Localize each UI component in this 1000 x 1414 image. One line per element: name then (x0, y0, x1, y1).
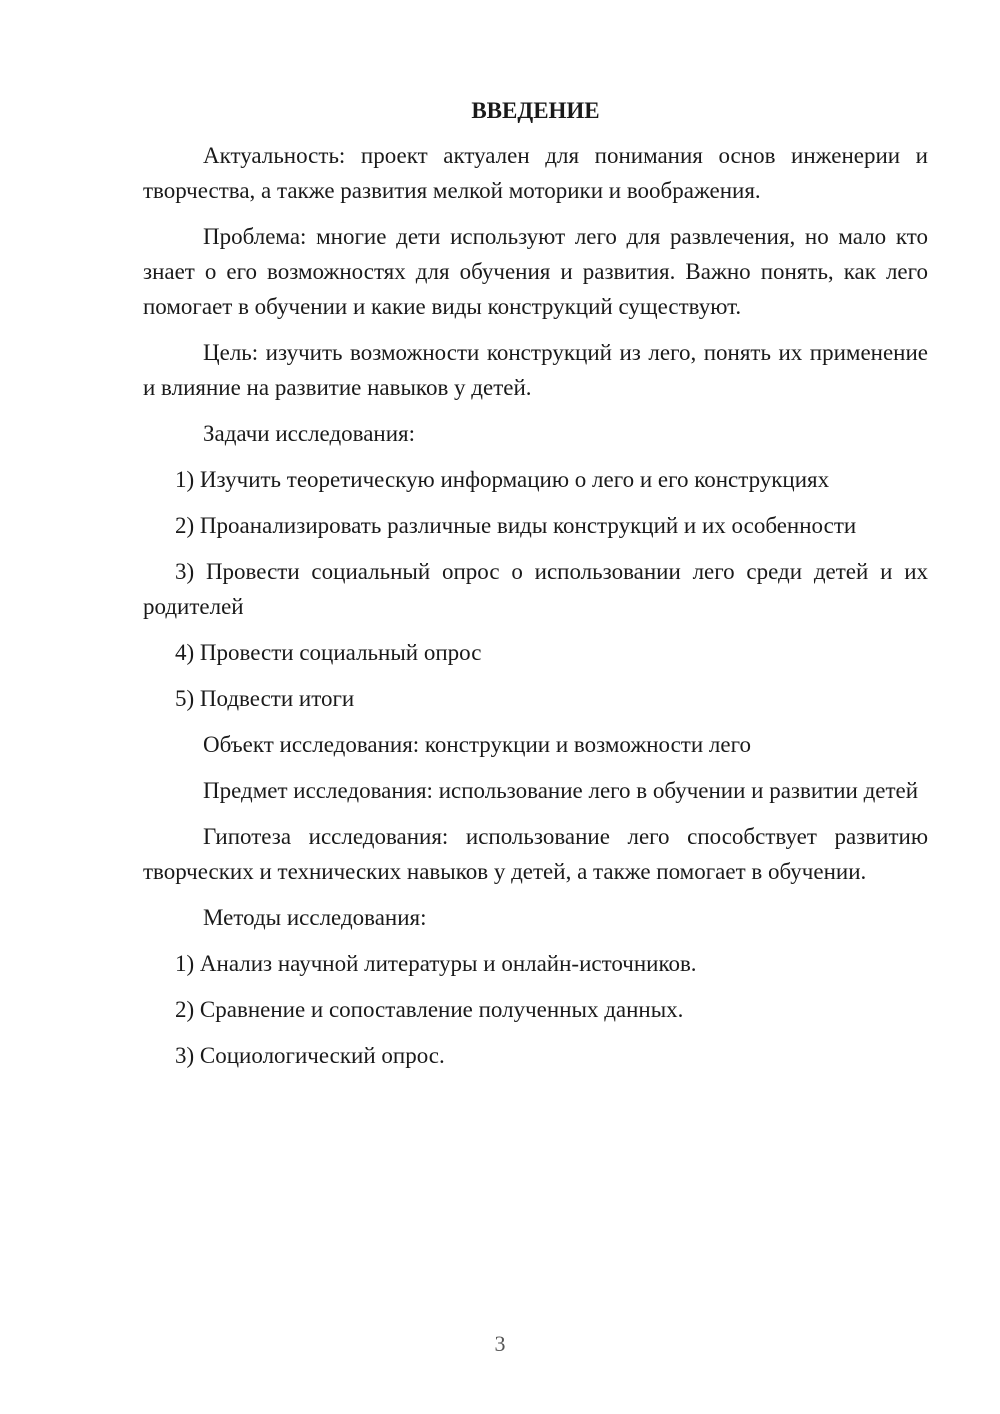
subject-paragraph: Предмет исследования: использование лего в обучении и развитии детей (203, 778, 919, 803)
task-item: 1) Изучить теоретическую информацию о лего и его конструкциях (175, 467, 830, 492)
task-item: 3) Провести социальный опрос о использовании лего среди детей и их родителей (143, 559, 928, 619)
relevance-paragraph: Актуальность: проект актуален для понимания основ инженерии и творчества, а также развития мелкой моторики и воображения. (143, 143, 928, 203)
method-item: 2) Сравнение и сопоставление полученных данных. (175, 997, 684, 1022)
methods-heading: Методы исследования: (203, 905, 427, 930)
task-item: 2) Проанализировать различные виды конструкций и их особенности (175, 513, 857, 538)
hypothesis-paragraph: Гипотеза исследования: использование лего способствует развитию творческих и технических навыков у детей, а также помогает в обучении. (143, 824, 928, 884)
section-title: ВВЕДЕНИЕ (471, 98, 600, 123)
method-item: 1) Анализ научной литературы и онлайн-источников. (175, 951, 697, 976)
task-item: 4) Провести социальный опрос (175, 640, 482, 665)
goal-paragraph: Цель: изучить возможности конструкций из лего, понять их применение и влияние на развитие навыков у детей. (143, 340, 928, 400)
method-item: 3) Социологический опрос. (175, 1043, 445, 1068)
tasks-heading: Задачи исследования: (203, 421, 416, 446)
problem-paragraph: Проблема: многие дети используют лего для развлечения, но мало кто знает о его возможностях для обучения и развития. Важно понять, как лего помогает в обучении и какие виды конструкций существуют. (143, 224, 928, 319)
page-body (143, 93, 928, 1084)
object-paragraph: Объект исследования: конструкции и возможности лего (203, 732, 751, 757)
page-number: 3 (494, 1331, 506, 1356)
task-item: 5) Подвести итоги (175, 686, 355, 711)
